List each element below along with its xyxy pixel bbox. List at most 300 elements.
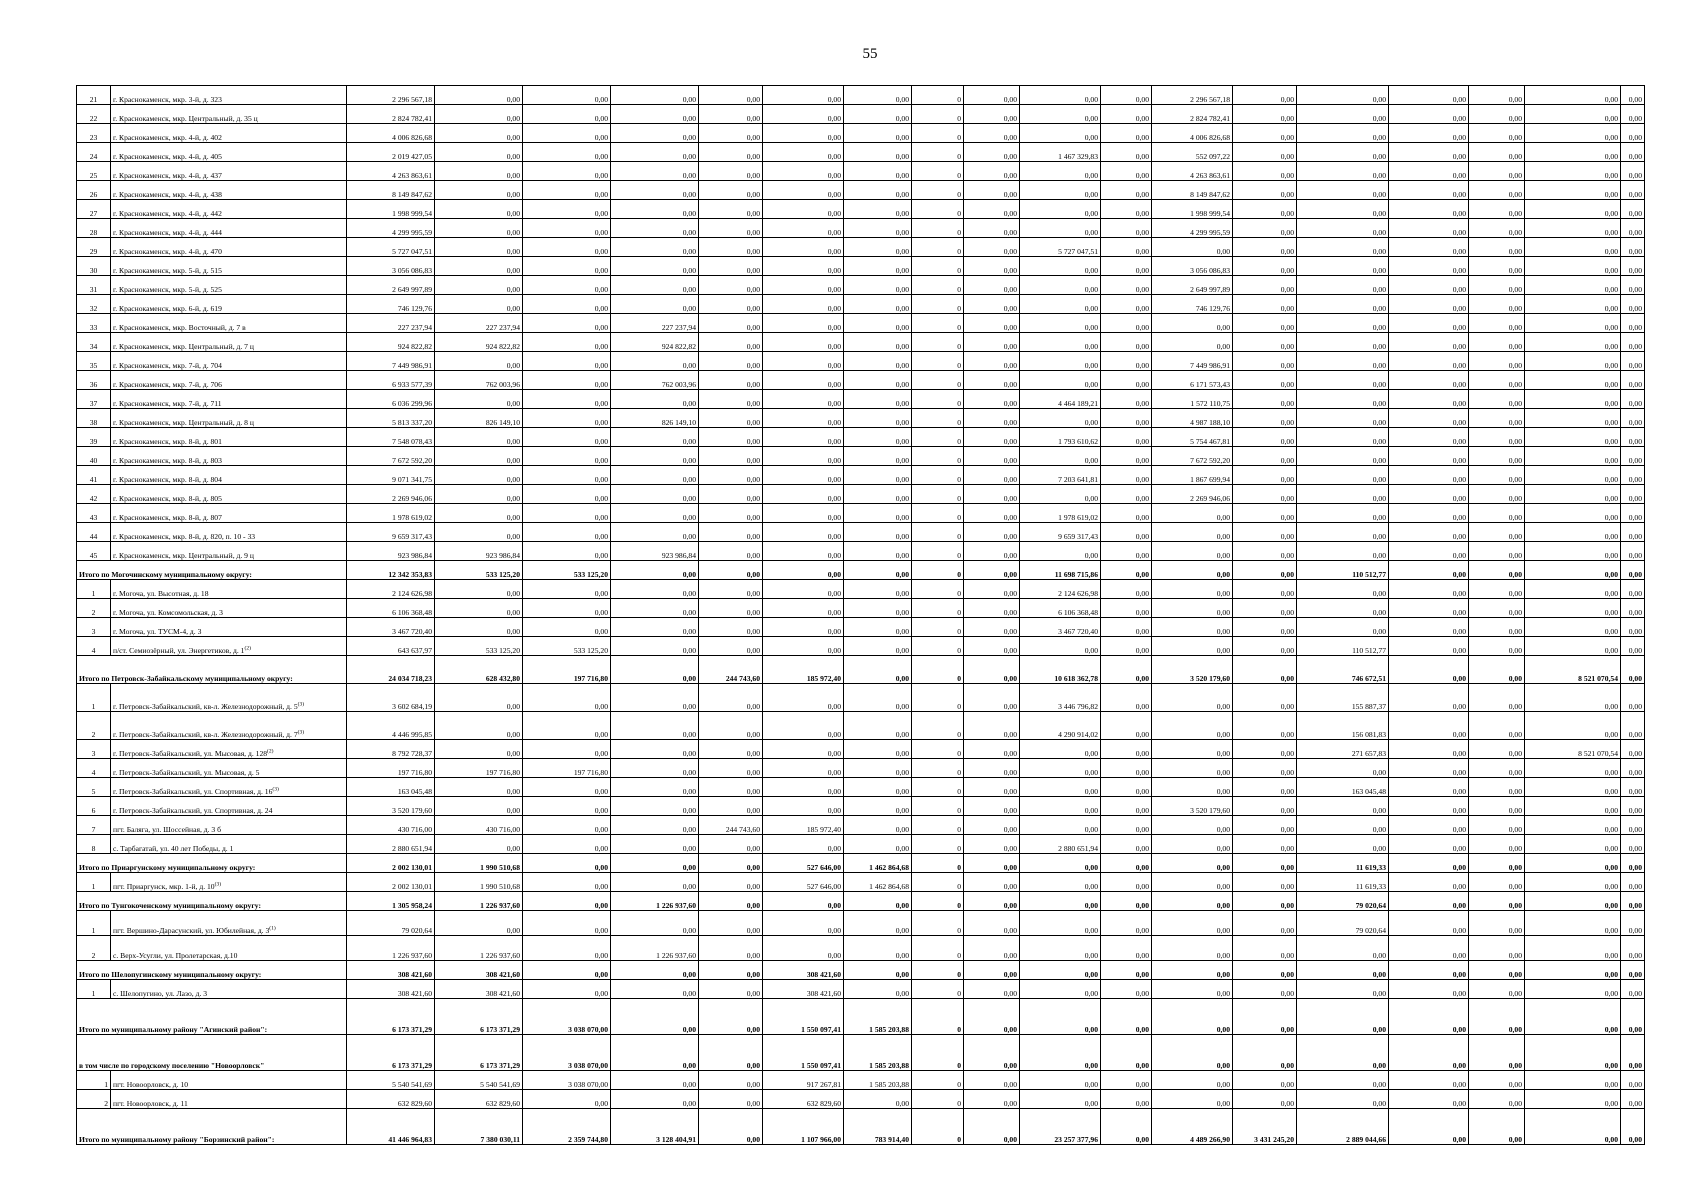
value-cell: 0,00 bbox=[1389, 466, 1469, 485]
value-cell: 0,00 bbox=[1389, 936, 1469, 961]
value-cell: 0,00 bbox=[763, 466, 844, 485]
value-cell: 0 bbox=[912, 143, 964, 162]
value-cell: 0,00 bbox=[1020, 333, 1101, 352]
value-cell: 2 824 782,41 bbox=[347, 105, 435, 124]
value-cell: 0,00 bbox=[1297, 1035, 1389, 1071]
value-cell: 0,00 bbox=[611, 352, 699, 371]
value-cell: 0,00 bbox=[1101, 485, 1152, 504]
value-cell: 0,00 bbox=[611, 580, 699, 599]
value-cell: 2 019 427,05 bbox=[347, 143, 435, 162]
value-cell: 0,00 bbox=[523, 892, 611, 911]
value-cell: 0,00 bbox=[1389, 219, 1469, 238]
value-cell: 0,00 bbox=[1101, 1109, 1152, 1145]
value-cell: 1 226 937,60 bbox=[611, 892, 699, 911]
value-cell: 0,00 bbox=[1389, 797, 1469, 816]
value-cell: 0,00 bbox=[1469, 466, 1525, 485]
value-cell: 0,00 bbox=[1297, 181, 1389, 200]
value-cell: 0,00 bbox=[699, 637, 763, 656]
value-cell: 0,00 bbox=[523, 740, 611, 759]
value-cell: 0,00 bbox=[844, 276, 912, 295]
value-cell: 0 bbox=[912, 485, 964, 504]
value-cell: 0,00 bbox=[1389, 561, 1469, 580]
value-cell: 0,00 bbox=[699, 200, 763, 219]
value-cell: 917 267,81 bbox=[763, 1071, 844, 1090]
row-number: 2 bbox=[77, 712, 111, 740]
value-cell: 7 672 592,20 bbox=[347, 447, 435, 466]
value-cell: 0,00 bbox=[1233, 1071, 1297, 1090]
table-row bbox=[77, 542, 1645, 561]
value-cell: 0,00 bbox=[1621, 854, 1645, 873]
value-cell: 0,00 bbox=[1297, 390, 1389, 409]
value-cell: 0,00 bbox=[1297, 980, 1389, 999]
value-cell: 0,00 bbox=[523, 162, 611, 181]
value-cell: 0,00 bbox=[763, 238, 844, 257]
value-cell: 0,00 bbox=[1101, 637, 1152, 656]
value-cell: 0,00 bbox=[1233, 314, 1297, 333]
value-cell: 0,00 bbox=[763, 561, 844, 580]
value-cell: 0,00 bbox=[1101, 124, 1152, 143]
value-cell: 0,00 bbox=[1469, 105, 1525, 124]
value-cell: 0,00 bbox=[763, 371, 844, 390]
value-cell: 7 672 592,20 bbox=[1152, 447, 1233, 466]
value-cell: 1 998 999,54 bbox=[347, 200, 435, 219]
value-cell: 79 020,64 bbox=[347, 911, 435, 936]
value-cell: 4 446 995,85 bbox=[347, 712, 435, 740]
value-cell: 0,00 bbox=[763, 504, 844, 523]
value-cell: 1 585 203,88 bbox=[844, 1071, 912, 1090]
value-cell: 0,00 bbox=[1020, 162, 1101, 181]
value-cell: 0,00 bbox=[1233, 797, 1297, 816]
value-cell: 0,00 bbox=[1233, 466, 1297, 485]
value-cell: 0,00 bbox=[523, 854, 611, 873]
value-cell: 0,00 bbox=[844, 124, 912, 143]
value-cell: 0,00 bbox=[964, 778, 1020, 797]
value-cell: 3 038 070,00 bbox=[523, 999, 611, 1035]
value-cell: 0,00 bbox=[1101, 390, 1152, 409]
value-cell: 0,00 bbox=[699, 409, 763, 428]
value-cell: 0,00 bbox=[611, 999, 699, 1035]
value-cell: 0 bbox=[912, 1090, 964, 1109]
value-cell: 0 bbox=[912, 295, 964, 314]
value-cell: 0,00 bbox=[964, 740, 1020, 759]
value-cell: 0,00 bbox=[1020, 980, 1101, 999]
value-cell: 0,00 bbox=[1469, 352, 1525, 371]
value-cell: 2 880 651,94 bbox=[1020, 835, 1101, 854]
value-cell: 0,00 bbox=[1152, 778, 1233, 797]
value-cell: 0,00 bbox=[611, 816, 699, 835]
value-cell: 0,00 bbox=[763, 892, 844, 911]
value-cell: 0,00 bbox=[1525, 314, 1621, 333]
value-cell: 0,00 bbox=[844, 656, 912, 684]
total-row bbox=[77, 892, 1645, 911]
value-cell: 0,00 bbox=[1469, 200, 1525, 219]
value-cell: 0,00 bbox=[1389, 1071, 1469, 1090]
value-cell: 2 269 946,06 bbox=[1152, 485, 1233, 504]
value-cell: 0,00 bbox=[1621, 390, 1645, 409]
address-cell: г. Краснокаменск, мкр. 4-й, д. 438 bbox=[111, 181, 347, 200]
value-cell: 0,00 bbox=[1621, 740, 1645, 759]
value-cell: 0,00 bbox=[699, 684, 763, 712]
value-cell: 0,00 bbox=[1389, 911, 1469, 936]
footnote-mark: (3) bbox=[272, 786, 279, 793]
table-row bbox=[77, 980, 1645, 999]
value-cell: 0 bbox=[912, 797, 964, 816]
value-cell: 8 521 070,54 bbox=[1525, 656, 1621, 684]
value-cell: 0,00 bbox=[523, 352, 611, 371]
table-row bbox=[77, 409, 1645, 428]
value-cell: 0,00 bbox=[1469, 238, 1525, 257]
value-cell: 0,00 bbox=[1101, 797, 1152, 816]
value-cell: 0,00 bbox=[1101, 238, 1152, 257]
value-cell: 0,00 bbox=[1389, 759, 1469, 778]
value-cell: 0,00 bbox=[1389, 980, 1469, 999]
table-row bbox=[77, 390, 1645, 409]
value-cell: 0,00 bbox=[1389, 485, 1469, 504]
row-number: 27 bbox=[77, 200, 111, 219]
value-cell: 0,00 bbox=[435, 580, 523, 599]
value-cell: 0,00 bbox=[763, 409, 844, 428]
value-cell: 0,00 bbox=[1621, 873, 1645, 892]
table-row bbox=[77, 143, 1645, 162]
value-cell: 1 998 999,54 bbox=[1152, 200, 1233, 219]
value-cell: 227 237,94 bbox=[611, 314, 699, 333]
value-cell: 0,00 bbox=[1152, 1035, 1233, 1071]
value-cell: 0,00 bbox=[1621, 712, 1645, 740]
value-cell: 11 619,33 bbox=[1297, 854, 1389, 873]
value-cell: 0,00 bbox=[435, 835, 523, 854]
value-cell: 0,00 bbox=[844, 637, 912, 656]
value-cell: 0,00 bbox=[1389, 656, 1469, 684]
value-cell: 0,00 bbox=[1389, 504, 1469, 523]
address-cell: г. Краснокаменск, мкр. 8-й, д. 805 bbox=[111, 485, 347, 504]
value-cell: 746 129,76 bbox=[1152, 295, 1233, 314]
value-cell: 0,00 bbox=[1389, 371, 1469, 390]
value-cell: 2 269 946,06 bbox=[347, 485, 435, 504]
address-cell: г. Краснокаменск, мкр. 7-й, д. 706 bbox=[111, 371, 347, 390]
table-row bbox=[77, 314, 1645, 333]
value-cell: 0,00 bbox=[844, 580, 912, 599]
value-cell: 0,00 bbox=[1233, 257, 1297, 276]
value-cell: 0,00 bbox=[1233, 873, 1297, 892]
value-cell: 5 727 047,51 bbox=[1020, 238, 1101, 257]
value-cell: 0 bbox=[912, 428, 964, 447]
row-number: 32 bbox=[77, 295, 111, 314]
value-cell: 0,00 bbox=[763, 257, 844, 276]
value-cell: 746 129,76 bbox=[347, 295, 435, 314]
value-cell: 0,00 bbox=[844, 542, 912, 561]
value-cell: 0,00 bbox=[1525, 276, 1621, 295]
address-cell: г. Краснокаменск, мкр. 8-й, д. 807 bbox=[111, 504, 347, 523]
value-cell: 0,00 bbox=[1297, 759, 1389, 778]
value-cell: 0,00 bbox=[1152, 936, 1233, 961]
table-row bbox=[77, 797, 1645, 816]
value-cell: 0,00 bbox=[1469, 371, 1525, 390]
value-cell: 0,00 bbox=[1233, 181, 1297, 200]
address-cell: г. Краснокаменск, мкр. 4-й, д. 444 bbox=[111, 219, 347, 238]
row-number: 44 bbox=[77, 523, 111, 542]
value-cell: 0,00 bbox=[1101, 447, 1152, 466]
value-cell: 533 125,20 bbox=[435, 637, 523, 656]
address-cell: г. Краснокаменск, мкр. 7-й, д. 704 bbox=[111, 352, 347, 371]
value-cell: 0,00 bbox=[523, 936, 611, 961]
value-cell: 3 520 179,60 bbox=[1152, 656, 1233, 684]
value-cell: 6 173 371,29 bbox=[347, 1035, 435, 1071]
value-cell: 0,00 bbox=[1469, 181, 1525, 200]
table-row bbox=[77, 485, 1645, 504]
value-cell: 0,00 bbox=[1152, 740, 1233, 759]
value-cell: 0,00 bbox=[844, 684, 912, 712]
value-cell: 0,00 bbox=[1020, 542, 1101, 561]
value-cell: 0,00 bbox=[1389, 542, 1469, 561]
value-cell: 0,00 bbox=[1297, 816, 1389, 835]
value-cell: 0 bbox=[912, 333, 964, 352]
value-cell: 0,00 bbox=[844, 200, 912, 219]
value-cell: 0,00 bbox=[699, 561, 763, 580]
value-cell: 0,00 bbox=[611, 656, 699, 684]
value-cell: 0 bbox=[912, 618, 964, 637]
value-cell: 0,00 bbox=[1621, 1090, 1645, 1109]
value-cell: 0,00 bbox=[1389, 618, 1469, 637]
value-cell: 0,00 bbox=[964, 618, 1020, 637]
value-cell: 197 716,80 bbox=[523, 759, 611, 778]
value-cell: 0,00 bbox=[611, 797, 699, 816]
value-cell: 0,00 bbox=[1233, 124, 1297, 143]
value-cell: 0,00 bbox=[964, 835, 1020, 854]
value-cell: 0 bbox=[912, 911, 964, 936]
address-cell: с. Шелопугино, ул. Лазо, д. 3 bbox=[111, 980, 347, 999]
row-number: 2 bbox=[77, 936, 111, 961]
value-cell: 0,00 bbox=[844, 181, 912, 200]
value-cell: 0,00 bbox=[964, 1035, 1020, 1071]
table-row bbox=[77, 873, 1645, 892]
value-cell: 0,00 bbox=[1233, 892, 1297, 911]
value-cell: 0,00 bbox=[435, 86, 523, 105]
value-cell: 0,00 bbox=[1469, 542, 1525, 561]
value-cell: 0,00 bbox=[1621, 778, 1645, 797]
table-row bbox=[77, 618, 1645, 637]
value-cell: 0,00 bbox=[844, 1090, 912, 1109]
value-cell: 0,00 bbox=[1101, 854, 1152, 873]
value-cell: 0,00 bbox=[1020, 352, 1101, 371]
value-cell: 0,00 bbox=[1233, 712, 1297, 740]
value-cell: 0,00 bbox=[1389, 1035, 1469, 1071]
value-cell: 0,00 bbox=[1101, 143, 1152, 162]
row-number: 35 bbox=[77, 352, 111, 371]
value-cell: 0 bbox=[912, 854, 964, 873]
value-cell: 0,00 bbox=[1297, 200, 1389, 219]
value-cell: 0,00 bbox=[1152, 712, 1233, 740]
value-cell: 0,00 bbox=[1525, 1035, 1621, 1071]
value-cell: 0,00 bbox=[1469, 854, 1525, 873]
value-cell: 12 342 353,83 bbox=[347, 561, 435, 580]
address-cell: г. Краснокаменск, мкр. 8-й, д. 801 bbox=[111, 428, 347, 447]
value-cell: 0,00 bbox=[964, 466, 1020, 485]
value-cell: 0,00 bbox=[844, 409, 912, 428]
value-cell: 0,00 bbox=[1469, 1035, 1525, 1071]
value-cell: 0,00 bbox=[611, 124, 699, 143]
table-row bbox=[77, 816, 1645, 835]
table-row bbox=[77, 238, 1645, 257]
value-cell: 0,00 bbox=[611, 980, 699, 999]
value-cell: 0,00 bbox=[1297, 797, 1389, 816]
value-cell: 110 512,77 bbox=[1297, 561, 1389, 580]
total-row bbox=[77, 1035, 1645, 1071]
row-number: 22 bbox=[77, 105, 111, 124]
value-cell: 0,00 bbox=[1233, 276, 1297, 295]
table-row bbox=[77, 1090, 1645, 1109]
row-number: 8 bbox=[77, 835, 111, 854]
value-cell: 0,00 bbox=[1297, 580, 1389, 599]
value-cell: 0,00 bbox=[844, 712, 912, 740]
value-cell: 6 173 371,29 bbox=[435, 1035, 523, 1071]
value-cell: 0,00 bbox=[523, 911, 611, 936]
value-cell: 0,00 bbox=[1621, 816, 1645, 835]
value-cell: 0,00 bbox=[964, 143, 1020, 162]
value-cell: 10 618 362,78 bbox=[1020, 656, 1101, 684]
value-cell: 0,00 bbox=[1101, 599, 1152, 618]
value-cell: 0,00 bbox=[844, 86, 912, 105]
value-cell: 0,00 bbox=[964, 854, 1020, 873]
value-cell: 0,00 bbox=[1233, 980, 1297, 999]
value-cell: 0,00 bbox=[1020, 409, 1101, 428]
value-cell: 0,00 bbox=[1525, 352, 1621, 371]
value-cell: 0,00 bbox=[964, 333, 1020, 352]
value-cell: 0 bbox=[912, 200, 964, 219]
value-cell: 3 431 245,20 bbox=[1233, 1109, 1297, 1145]
value-cell: 0,00 bbox=[1152, 835, 1233, 854]
value-cell: 0,00 bbox=[1469, 428, 1525, 447]
value-cell: 0,00 bbox=[1101, 1035, 1152, 1071]
value-cell: 0,00 bbox=[1152, 873, 1233, 892]
value-cell: 1 867 699,94 bbox=[1152, 466, 1233, 485]
value-cell: 3 128 404,91 bbox=[611, 1109, 699, 1145]
value-cell: 5 813 337,20 bbox=[347, 409, 435, 428]
value-cell: 0,00 bbox=[763, 181, 844, 200]
value-cell: 0,00 bbox=[1621, 105, 1645, 124]
value-cell: 0,00 bbox=[1621, 759, 1645, 778]
address-cell: г. Краснокаменск, мкр. Центральный, д. 35 ц bbox=[111, 105, 347, 124]
value-cell: 0,00 bbox=[435, 181, 523, 200]
footnote-mark: (2) bbox=[267, 748, 274, 755]
address-cell: г. Краснокаменск, мкр. 7-й, д. 711 bbox=[111, 390, 347, 409]
value-cell: 1 793 610,62 bbox=[1020, 428, 1101, 447]
value-cell: 1 585 203,88 bbox=[844, 999, 912, 1035]
address-cell: г. Краснокаменск, мкр. 8-й, д. 803 bbox=[111, 447, 347, 466]
table-row bbox=[77, 599, 1645, 618]
value-cell: 0,00 bbox=[1297, 835, 1389, 854]
value-cell: 0,00 bbox=[1297, 1071, 1389, 1090]
value-cell: 0,00 bbox=[964, 276, 1020, 295]
address-cell: г. Краснокаменск, мкр. 8-й, д. 820, п. 10 - 33 bbox=[111, 523, 347, 542]
value-cell: 0,00 bbox=[435, 428, 523, 447]
value-cell: 0,00 bbox=[1469, 599, 1525, 618]
value-cell: 0,00 bbox=[435, 485, 523, 504]
value-cell: 0,00 bbox=[699, 1109, 763, 1145]
value-cell: 0,00 bbox=[1101, 740, 1152, 759]
value-cell: 0,00 bbox=[1152, 854, 1233, 873]
value-cell: 0,00 bbox=[1101, 684, 1152, 712]
value-cell: 0,00 bbox=[1621, 999, 1645, 1035]
value-cell: 2 359 744,80 bbox=[523, 1109, 611, 1145]
value-cell: 0,00 bbox=[523, 447, 611, 466]
value-cell: 0,00 bbox=[699, 599, 763, 618]
value-cell: 0,00 bbox=[611, 162, 699, 181]
value-cell: 0,00 bbox=[1297, 86, 1389, 105]
value-cell: 0,00 bbox=[1389, 333, 1469, 352]
value-cell: 0,00 bbox=[523, 409, 611, 428]
value-cell: 0,00 bbox=[1297, 999, 1389, 1035]
value-cell: 0,00 bbox=[763, 447, 844, 466]
value-cell: 0,00 bbox=[964, 637, 1020, 656]
value-cell: 0,00 bbox=[523, 1090, 611, 1109]
value-cell: 0,00 bbox=[1469, 873, 1525, 892]
value-cell: 0,00 bbox=[1389, 276, 1469, 295]
value-cell: 0,00 bbox=[1297, 542, 1389, 561]
value-cell: 0,00 bbox=[1101, 835, 1152, 854]
value-cell: 533 125,20 bbox=[523, 637, 611, 656]
value-cell: 0,00 bbox=[435, 105, 523, 124]
value-cell: 197 716,80 bbox=[523, 656, 611, 684]
value-cell: 0,00 bbox=[964, 181, 1020, 200]
total-label: Итого по муниципальному району "Агинский район": bbox=[77, 999, 347, 1035]
value-cell: 0,00 bbox=[523, 219, 611, 238]
value-cell: 0,00 bbox=[699, 124, 763, 143]
value-cell: 0,00 bbox=[1297, 936, 1389, 961]
value-cell: 0,00 bbox=[1297, 447, 1389, 466]
value-cell: 0,00 bbox=[523, 314, 611, 333]
address-cell: г. Краснокаменск, мкр. 4-й, д. 402 bbox=[111, 124, 347, 143]
value-cell: 0,00 bbox=[1621, 1109, 1645, 1145]
value-cell: 0,00 bbox=[1020, 181, 1101, 200]
value-cell: 0,00 bbox=[1020, 759, 1101, 778]
capital-repair-table bbox=[76, 85, 1645, 1145]
address-cell: г. Краснокаменск, мкр. 6-й, д. 619 bbox=[111, 295, 347, 314]
value-cell: 0,00 bbox=[1020, 447, 1101, 466]
table-row bbox=[77, 162, 1645, 181]
footnote-mark: (3) bbox=[214, 881, 222, 888]
value-cell: 0,00 bbox=[1101, 352, 1152, 371]
value-cell: 0,00 bbox=[523, 873, 611, 892]
value-cell: 0,00 bbox=[699, 352, 763, 371]
value-cell: 0,00 bbox=[1101, 816, 1152, 835]
value-cell: 0,00 bbox=[1233, 542, 1297, 561]
address-cell: г. Могоча, ул. Высотная, д. 18 bbox=[111, 580, 347, 599]
value-cell: 0,00 bbox=[1469, 656, 1525, 684]
value-cell: 0,00 bbox=[964, 873, 1020, 892]
table-row bbox=[77, 684, 1645, 712]
value-cell: 7 548 078,43 bbox=[347, 428, 435, 447]
value-cell: 0,00 bbox=[1101, 1090, 1152, 1109]
value-cell: 0,00 bbox=[699, 333, 763, 352]
value-cell: 0,00 bbox=[1389, 390, 1469, 409]
value-cell: 0,00 bbox=[763, 276, 844, 295]
value-cell: 0,00 bbox=[964, 580, 1020, 599]
value-cell: 0,00 bbox=[611, 219, 699, 238]
value-cell: 0,00 bbox=[1152, 561, 1233, 580]
value-cell: 3 520 179,60 bbox=[347, 797, 435, 816]
value-cell: 0,00 bbox=[763, 333, 844, 352]
value-cell: 0,00 bbox=[1621, 124, 1645, 143]
value-cell: 0,00 bbox=[699, 390, 763, 409]
value-cell: 0,00 bbox=[1101, 892, 1152, 911]
value-cell: 0,00 bbox=[1020, 105, 1101, 124]
value-cell: 0 bbox=[912, 105, 964, 124]
value-cell: 0,00 bbox=[1525, 1090, 1621, 1109]
value-cell: 0,00 bbox=[1297, 485, 1389, 504]
value-cell: 0,00 bbox=[435, 504, 523, 523]
value-cell: 6 933 577,39 bbox=[347, 371, 435, 390]
value-cell: 0,00 bbox=[1297, 238, 1389, 257]
